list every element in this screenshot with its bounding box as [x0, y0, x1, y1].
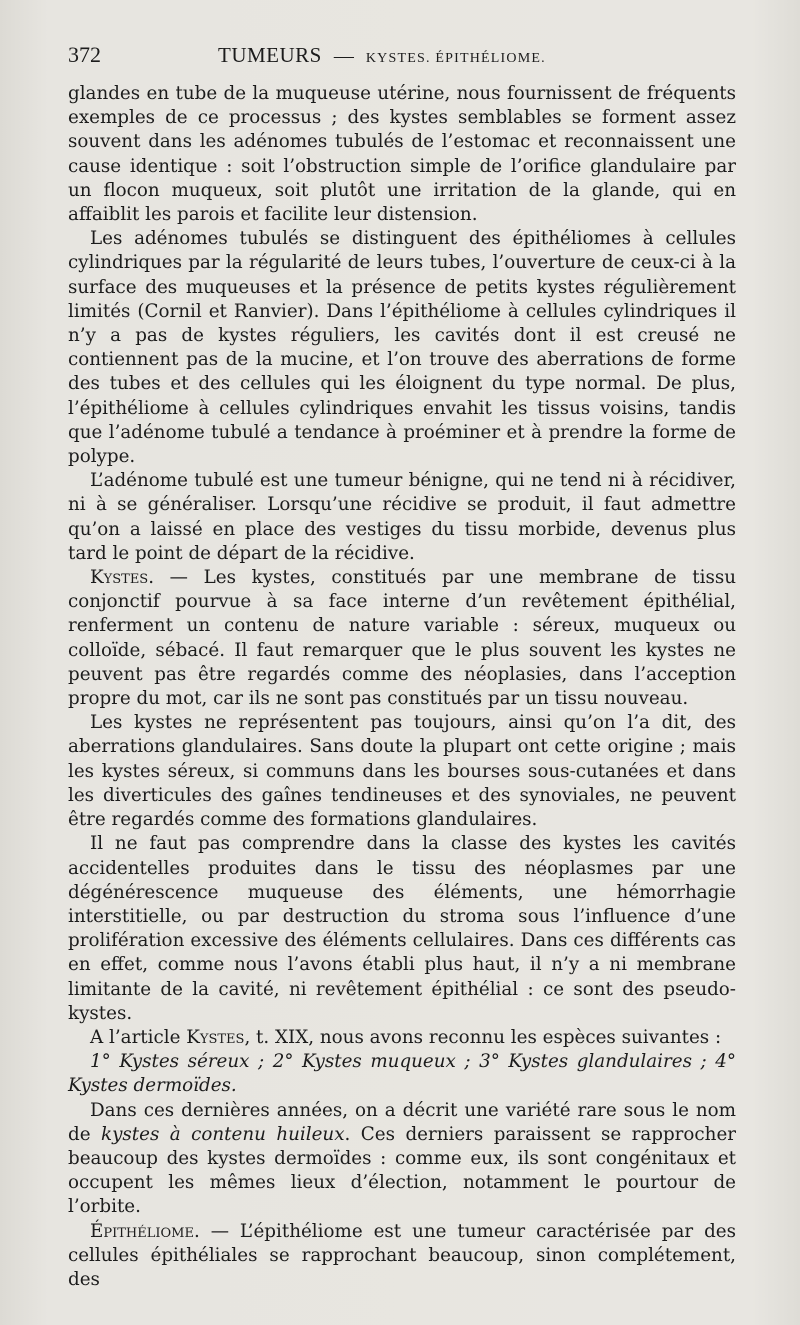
paragraph-kystes-huileux [68, 1099, 736, 1220]
section-lead-kystes: Kystes. [90, 567, 155, 589]
paragraph-text-prefix: Dans ces dernières années, on a décrit une variété rare sous le nom de [68, 1099, 736, 1145]
kystes-species-list: 1° Kystes séreux ; 2° Kystes muqueux ; 3° Kystes glandulaires ; 4° Kystes dermoïdes. [68, 1051, 736, 1097]
paragraph-pseudo-kystes [68, 832, 736, 1026]
paragraph-article-reference [68, 1026, 736, 1050]
cross-reference-kystes: Kystes [186, 1026, 245, 1048]
emphasis-kystes-huileux: kystes à contenu huileux [101, 1123, 345, 1145]
page-number: 372 [68, 42, 101, 67]
paragraph-text: Il ne faut pas comprendre dans la classe des kystes les cavités accidentelles produites dans le tissu des néoplasmes par une dégénérescence muqueuse des éléments, une hémorrhagie interstitielle, ou par destruction du stroma sous l’influence d’une prolifération excessive des éléments cellulaires. Dans ces différents cas en effet, comme nous l’avons établi plus haut, il n’y a ni membrane limitante de la cavité, ni revêtement épithélial : ce sont des pseudo-kystes. [68, 833, 736, 1024]
body-text [68, 82, 736, 1292]
paragraph-text: L’adénome tubulé est une tumeur bénigne, qui ne tend ni à récidiver, ni à se généraliser. Lorsqu’une récidive se produit, il faut admettre qu’on a laissé en place des vestiges du tissu morbide, devenus plus tard le point de départ de la récidive. [68, 470, 736, 564]
paragraph-adenomes-distinction [68, 227, 736, 469]
running-head [68, 42, 736, 82]
running-head-dash: — [333, 45, 354, 67]
paragraph-adenome-kystes-continuation [68, 82, 736, 227]
paragraph-kystes-definition [68, 566, 736, 711]
paragraph-kystes-aberrations [68, 711, 736, 832]
running-head-subtitle: KYSTES. ÉPITHÉLIOME. [365, 51, 546, 66]
paragraph-kystes-list [68, 1050, 736, 1098]
section-lead-epitheliome: Épithéliome. [90, 1220, 200, 1242]
paragraph-text: — Les kystes, constitués par une membrane de tissu conjonctif pourvue à sa face interne d’un revêtement épithélial, renferment un contenu de nature variable : séreux, muqueux ou colloïde, sébacé. Il faut remarquer que le plus souvent les kystes ne peuvent pas être regardés comme des néoplasies, dans l’acception propre du mot, car ils ne sont pas constitués par un tissu nouveau. [68, 567, 736, 710]
paragraph-text: glandes en tube de la muqueuse utérine, nous fournissent de fréquents exemples de ce processus ; des kystes semblables se forment assez souvent dans les adénomes tubulés de l’estomac et reconnaissent une cause identique : soit l’obstruction simple de l’orifice glandulaire par un flocon muqueux, soit plutôt une irritation de la glande, qui en affaiblit les parois et facilite leur distension. [68, 83, 736, 226]
paragraph-epitheliome [68, 1220, 736, 1293]
paragraph-text: , t. XIX, nous avons reconnu les espèces suivantes : [244, 1026, 722, 1048]
paragraph-text: Les adénomes tubulés se distinguent des épithéliomes à cellules cylindriques par la régularité de leurs tubes, l’ouverture de ceux-ci à la surface des muqueuses et la présence de petits kystes régulièrement limités (Cornil et Ranvier). Dans l’épithéliome à cellules cylindriques il n’y a pas de kystes réguliers, les cavités dont il est creusé ne contiennent pas de la mucine, et l’on trouve des aberrations de forme des tubes et des cellules qui les éloignent du type normal. De plus, l’épithéliome à cellules cylindriques envahit les tissus voisins, tandis que l’adénome tubulé a tendance à proéminer et à prendre la forme de polype. [68, 228, 736, 468]
paragraph-text: — L’épithéliome est une tumeur caractérisée par des cellules épithéliales se rapprochant beaucoup, sinon complétement, des [68, 1220, 736, 1290]
paragraph-text: Les kystes ne représentent pas toujours, ainsi qu’on l’a dit, des aberrations glandulaires. Sans doute la plupart ont cette origine ; mais les kystes séreux, si communs dans les bourses sous-cutanées et dans les diverticules des gaînes tendineuses et des synoviales, ne peuvent être regardés comme des formations glandulaires. [68, 712, 736, 831]
running-head-title: TUMEURS [218, 43, 322, 67]
paragraph-adenome-benin [68, 469, 736, 566]
paragraph-text: . Ces derniers paraissent se rapprocher beaucoup des kystes dermoïdes : comme eux, ils sont congénitaux et occupent les mêmes lieux d’élection, notamment le pourtour de l’orbite. [68, 1123, 737, 1218]
paragraph-text-prefix: A l’article [90, 1026, 187, 1048]
